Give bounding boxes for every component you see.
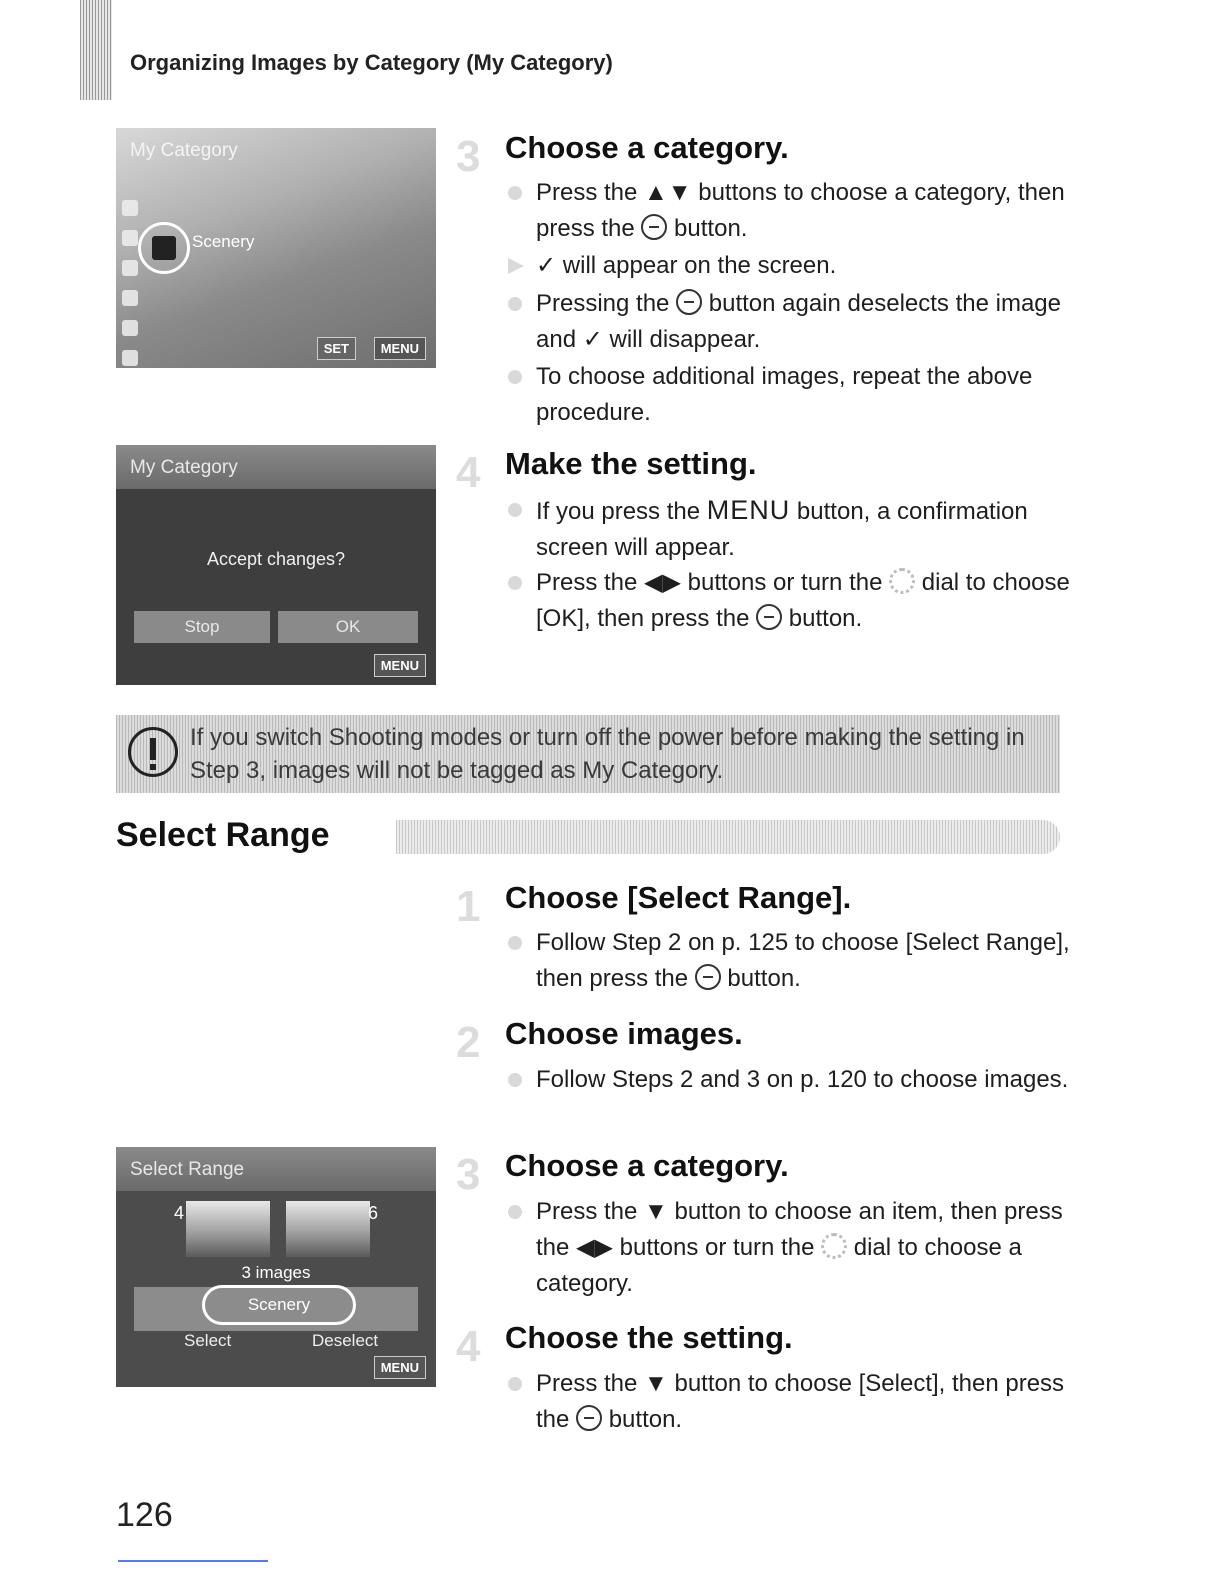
screen-title: Select Range [116,1147,436,1191]
step-title: Choose images. [505,1016,743,1051]
step-title: Choose a category. [505,130,789,165]
menu-button-icon: MENU [374,654,426,677]
down-arrow-icon: ▼ [644,1370,668,1397]
caution-box [116,715,1060,793]
step-bullet: Press the ▼ button to choose [Select], then press the button. [510,1366,1070,1438]
step-bullet: Pressing the button again deselects the image and ✓ will disappear. [510,286,1070,358]
end-thumbnail [286,1201,370,1257]
select-option: Select [184,1331,232,1350]
section-title: Select Range [116,816,330,854]
step-number: 2 [456,1018,481,1067]
chapter-edge-tab [80,0,112,100]
deselect-option: Deselect [312,1331,379,1350]
screen-title: My Category [116,445,436,489]
func-set-button-icon [695,964,721,990]
screenshot-my-category-select [116,128,436,368]
page-number: 126 [116,1496,173,1534]
control-dial-icon [821,1233,847,1259]
caution-text: If you switch Shooting modes or turn off the power before making the setting in Step 3, images will not be tagged as My Category. [190,724,1025,784]
step-result: ✓ will appear on the screen. [510,248,1070,284]
func-set-button-icon [576,1405,602,1431]
func-set-button-icon [756,604,782,630]
step-number: 3 [456,132,481,181]
menu-button-icon: MENU [374,337,426,360]
screenshot-confirm-dialog [116,445,436,685]
checkmark-icon: ✓ [582,326,603,353]
dialog-message: Accept changes? [206,549,346,569]
screen-title: My Category [130,140,238,161]
step-title: Choose [Select Range]. [505,880,852,915]
step-bullet: Follow Steps 2 and 3 on p. 120 to choose images. [510,1062,1070,1098]
range-end-number: 6 [368,1203,379,1223]
start-thumbnail [186,1201,270,1257]
caution-icon [128,727,178,777]
step-bullet: Press the ◀▶ buttons or turn the dial to choose [OK], then press the button. [510,565,1070,637]
category-selector: Scenery [202,1285,356,1325]
category-label: Scenery [192,232,255,251]
down-arrow-icon: ▼ [644,1198,668,1225]
section-rule [396,820,1060,854]
up-down-arrows-icon: ▲▼ [644,179,692,206]
func-set-button-icon [641,214,667,240]
left-right-arrows-icon: ◀▶ [576,1234,613,1261]
step-bullet: Follow Step 2 on p. 125 to choose [Select Range], then press the button. [510,925,1070,997]
screenshot-select-range [116,1147,436,1387]
ok-button: OK [278,611,418,643]
step-number: 3 [456,1150,481,1199]
step-number: 4 [456,448,481,497]
step-title: Make the setting. [505,446,757,481]
range-start-number: 4 [174,1203,185,1223]
step-bullet: Press the ▼ button to choose an item, then press the ◀▶ buttons or turn the dial to choose a category. [510,1194,1070,1302]
menu-button-label: MENU [706,495,791,525]
set-button-icon: SET [317,337,356,360]
func-set-button-icon [676,289,702,315]
running-head: Organizing Images by Category (My Category) [130,50,613,75]
step-number: 4 [456,1322,481,1371]
category-icon-column [122,200,142,368]
stop-button: Stop [134,611,270,643]
step-number: 1 [456,882,481,931]
control-dial-icon [889,568,915,594]
menu-button-icon: MENU [374,1356,426,1379]
footer-line [118,1560,268,1562]
step-bullet: If you press the MENU button, a confirmation screen will appear. [510,492,1070,566]
selected-category-icon [138,222,190,274]
step-bullet: To choose additional images, repeat the above procedure. [510,359,1070,431]
step-title: Choose a category. [505,1148,789,1183]
left-right-arrows-icon: ◀▶ [644,569,681,596]
checkmark-icon: ✓ [536,252,557,279]
step-bullet: Press the ▲▼ buttons to choose a category, then press the button. [510,175,1070,247]
step-title: Choose the setting. [505,1320,793,1355]
image-count: 3 images [241,1263,311,1282]
